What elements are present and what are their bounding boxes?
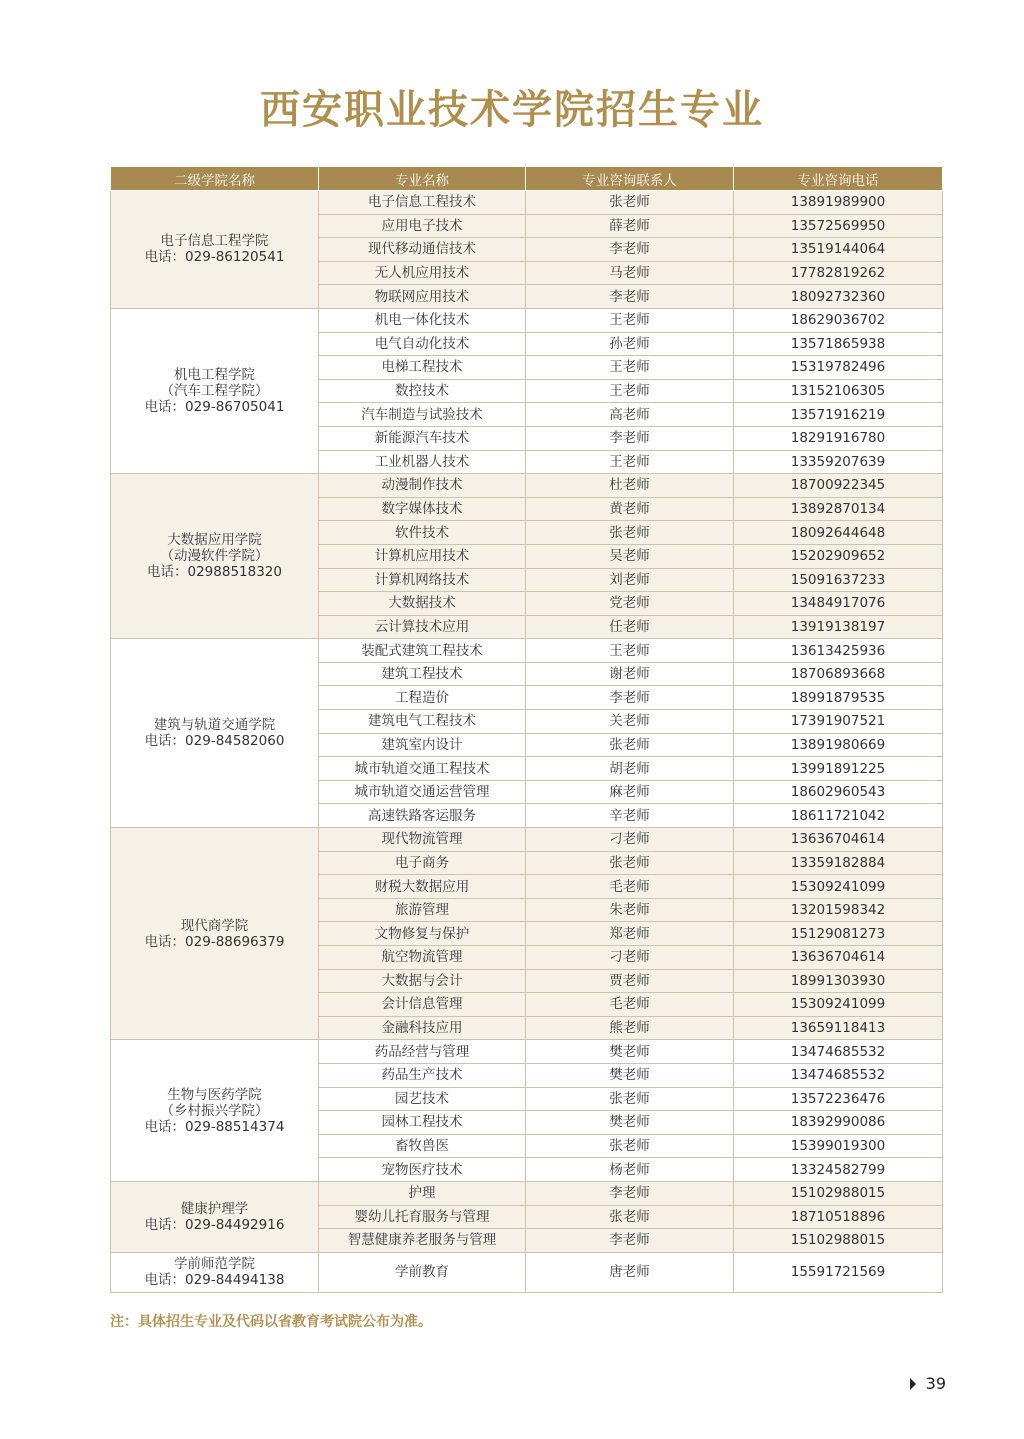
phone-cell: 15102988015 [734, 1181, 943, 1205]
college-cell [111, 1181, 319, 1252]
phone-cell: 18700922345 [734, 474, 943, 498]
major-cell: 航空物流管理 [319, 946, 526, 970]
major-cell: 药品生产技术 [319, 1063, 526, 1087]
phone-cell: 15129081273 [734, 922, 943, 946]
table-row [111, 1252, 943, 1292]
major-cell: 新能源汽车技术 [319, 426, 526, 450]
contact-cell: 王老师 [526, 639, 734, 663]
college-name-line: 现代商学院 [180, 917, 249, 934]
major-cell: 电梯工程技术 [319, 356, 526, 380]
phone-cell: 18991879535 [734, 686, 943, 710]
phone-cell: 13201598342 [734, 898, 943, 922]
college-name-line: 机电工程学院 [174, 367, 255, 384]
college-name-line: 大数据应用学院 [167, 532, 262, 549]
college-phone: 电话：029-88514374 [144, 1118, 285, 1135]
major-cell: 电子商务 [319, 851, 526, 875]
major-cell: 建筑电气工程技术 [319, 710, 526, 734]
major-cell: 财税大数据应用 [319, 875, 526, 899]
college-cell [111, 308, 319, 473]
major-cell: 大数据与会计 [319, 969, 526, 993]
major-cell: 宠物医疗技术 [319, 1158, 526, 1182]
college-cell [111, 639, 319, 828]
contact-cell: 李老师 [526, 686, 734, 710]
majors-table [110, 166, 943, 1293]
major-cell: 金融科技应用 [319, 1016, 526, 1040]
phone-cell: 13636704614 [734, 946, 943, 970]
phone-cell: 13613425936 [734, 639, 943, 663]
major-cell: 电子信息工程技术 [319, 191, 526, 215]
phone-cell: 18706893668 [734, 662, 943, 686]
phone-cell: 15319782496 [734, 356, 943, 380]
page-title: 西安职业技术学院招生专业 [260, 87, 764, 133]
college-cell [111, 828, 319, 1040]
page-number [910, 1374, 946, 1393]
phone-cell: 15591721569 [734, 1252, 943, 1292]
contact-cell: 杜老师 [526, 474, 734, 498]
contact-cell: 麻老师 [526, 780, 734, 804]
contact-cell: 党老师 [526, 592, 734, 616]
table-body [111, 191, 943, 1293]
phone-cell: 13891980669 [734, 733, 943, 757]
major-cell: 建筑室内设计 [319, 733, 526, 757]
major-cell: 云计算技术应用 [319, 615, 526, 639]
contact-cell: 熊老师 [526, 1016, 734, 1040]
phone-cell: 15091637233 [734, 568, 943, 592]
phone-cell: 15202909652 [734, 544, 943, 568]
phone-cell: 15102988015 [734, 1229, 943, 1253]
phone-cell: 15309241099 [734, 993, 943, 1017]
contact-cell: 刁老师 [526, 946, 734, 970]
contact-cell: 张老师 [526, 191, 734, 215]
contact-cell: 唐老师 [526, 1252, 734, 1292]
page-number-text: 39 [925, 1374, 946, 1393]
contact-cell: 薛老师 [526, 214, 734, 238]
major-cell: 数控技术 [319, 379, 526, 403]
major-cell: 旅游管理 [319, 898, 526, 922]
table-row [111, 191, 943, 215]
contact-cell: 吴老师 [526, 544, 734, 568]
contact-cell: 毛老师 [526, 993, 734, 1017]
table-row [111, 828, 943, 852]
contact-cell: 张老师 [526, 1087, 734, 1111]
college-name-line: 生物与医药学院 [167, 1086, 262, 1103]
contact-cell: 贾老师 [526, 969, 734, 993]
college-name-line: （汽车工程学院） [160, 383, 269, 400]
major-cell: 大数据技术 [319, 592, 526, 616]
phone-cell: 13891989900 [734, 191, 943, 215]
college-name-line: （乡村振兴学院） [160, 1102, 269, 1119]
phone-cell: 13892870134 [734, 497, 943, 521]
phone-cell: 17391907521 [734, 710, 943, 734]
phone-cell: 17782819262 [734, 261, 943, 285]
phone-cell: 13659118413 [734, 1016, 943, 1040]
contact-cell: 李老师 [526, 285, 734, 309]
major-cell: 学前教育 [319, 1252, 526, 1292]
major-cell: 电气自动化技术 [319, 332, 526, 356]
page-arrow-icon [910, 1378, 916, 1390]
table-row [111, 1040, 943, 1064]
contact-cell: 马老师 [526, 261, 734, 285]
college-cell [111, 191, 319, 309]
college-phone: 电话：029-84582060 [144, 733, 285, 750]
header-phone: 专业咨询电话 [734, 167, 943, 191]
phone-cell: 18392990086 [734, 1111, 943, 1135]
contact-cell: 关老师 [526, 710, 734, 734]
college-phone: 电话：02988518320 [147, 564, 282, 581]
major-cell: 计算机应用技术 [319, 544, 526, 568]
major-cell: 工程造价 [319, 686, 526, 710]
contact-cell: 高老师 [526, 403, 734, 427]
major-cell: 园林工程技术 [319, 1111, 526, 1135]
phone-cell: 13572236476 [734, 1087, 943, 1111]
contact-cell: 王老师 [526, 308, 734, 332]
major-cell: 护理 [319, 1181, 526, 1205]
phone-cell: 15399019300 [734, 1134, 943, 1158]
phone-cell: 13474685532 [734, 1063, 943, 1087]
major-cell: 物联网应用技术 [319, 285, 526, 309]
table-row [111, 639, 943, 663]
table-header-row [111, 167, 943, 191]
phone-cell: 18291916780 [734, 426, 943, 450]
contact-cell: 杨老师 [526, 1158, 734, 1182]
major-cell: 装配式建筑工程技术 [319, 639, 526, 663]
contact-cell: 刁老师 [526, 828, 734, 852]
major-cell: 会计信息管理 [319, 993, 526, 1017]
contact-cell: 胡老师 [526, 757, 734, 781]
phone-cell: 13636704614 [734, 828, 943, 852]
college-phone: 电话：029-86120541 [144, 249, 285, 266]
phone-cell: 13359207639 [734, 450, 943, 474]
phone-cell: 18092644648 [734, 521, 943, 545]
major-cell: 软件技术 [319, 521, 526, 545]
header-major: 专业名称 [319, 167, 526, 191]
contact-cell: 任老师 [526, 615, 734, 639]
major-cell: 建筑工程技术 [319, 662, 526, 686]
contact-cell: 樊老师 [526, 1040, 734, 1064]
contact-cell: 毛老师 [526, 875, 734, 899]
major-cell: 药品经营与管理 [319, 1040, 526, 1064]
phone-cell: 13324582799 [734, 1158, 943, 1182]
major-cell: 机电一体化技术 [319, 308, 526, 332]
contact-cell: 王老师 [526, 356, 734, 380]
contact-cell: 谢老师 [526, 662, 734, 686]
phone-cell: 18602960543 [734, 780, 943, 804]
major-cell: 园艺技术 [319, 1087, 526, 1111]
table-row [111, 1181, 943, 1205]
major-cell: 智慧健康养老服务与管理 [319, 1229, 526, 1253]
phone-cell: 18611721042 [734, 804, 943, 828]
contact-cell: 王老师 [526, 450, 734, 474]
major-cell: 应用电子技术 [319, 214, 526, 238]
table-row [111, 308, 943, 332]
college-phone: 电话：029-84494138 [144, 1272, 285, 1289]
phone-cell: 18710518896 [734, 1205, 943, 1229]
college-cell [111, 1040, 319, 1182]
contact-cell: 郑老师 [526, 922, 734, 946]
phone-cell: 13474685532 [734, 1040, 943, 1064]
contact-cell: 张老师 [526, 733, 734, 757]
contact-cell: 樊老师 [526, 1063, 734, 1087]
contact-cell: 李老师 [526, 426, 734, 450]
major-cell: 计算机网络技术 [319, 568, 526, 592]
contact-cell: 李老师 [526, 238, 734, 262]
phone-cell: 18991303930 [734, 969, 943, 993]
phone-cell: 13572569950 [734, 214, 943, 238]
footnote: 注：具体招生专业及代码以省教育考试院公布为准。 [110, 1314, 432, 1330]
header-college: 二级学院名称 [111, 167, 319, 191]
major-cell: 婴幼儿托育服务与管理 [319, 1205, 526, 1229]
college-cell [111, 474, 319, 639]
contact-cell: 李老师 [526, 1181, 734, 1205]
contact-cell: 辛老师 [526, 804, 734, 828]
college-phone: 电话：029-86705041 [144, 399, 285, 416]
contact-cell: 王老师 [526, 379, 734, 403]
contact-cell: 朱老师 [526, 898, 734, 922]
phone-cell: 15309241099 [734, 875, 943, 899]
major-cell: 现代物流管理 [319, 828, 526, 852]
college-phone: 电话：029-84492916 [144, 1216, 285, 1233]
major-cell: 城市轨道交通运营管理 [319, 780, 526, 804]
phone-cell: 13519144064 [734, 238, 943, 262]
contact-cell: 樊老师 [526, 1111, 734, 1135]
phone-cell: 18092732360 [734, 285, 943, 309]
major-cell: 动漫制作技术 [319, 474, 526, 498]
phone-cell: 13359182884 [734, 851, 943, 875]
college-name-line: 电子信息工程学院 [160, 233, 269, 250]
phone-cell: 13571916219 [734, 403, 943, 427]
major-cell: 汽车制造与试验技术 [319, 403, 526, 427]
contact-cell: 张老师 [526, 1134, 734, 1158]
college-cell [111, 1252, 319, 1292]
college-phone: 电话：029-88696379 [144, 933, 285, 950]
contact-cell: 张老师 [526, 851, 734, 875]
major-cell: 数字媒体技术 [319, 497, 526, 521]
contact-cell: 李老师 [526, 1229, 734, 1253]
college-name-line: 健康护理学 [180, 1200, 249, 1217]
phone-cell: 13991891225 [734, 757, 943, 781]
contact-cell: 刘老师 [526, 568, 734, 592]
major-cell: 畜牧兽医 [319, 1134, 526, 1158]
phone-cell: 18629036702 [734, 308, 943, 332]
contact-cell: 孙老师 [526, 332, 734, 356]
college-name-line: （动漫软件学院） [160, 548, 269, 565]
table-row [111, 474, 943, 498]
phone-cell: 13484917076 [734, 592, 943, 616]
major-cell: 文物修复与保护 [319, 922, 526, 946]
phone-cell: 13571865938 [734, 332, 943, 356]
phone-cell: 13152106305 [734, 379, 943, 403]
major-cell: 高速铁路客运服务 [319, 804, 526, 828]
major-cell: 工业机器人技术 [319, 450, 526, 474]
college-name-line: 建筑与轨道交通学院 [153, 717, 276, 734]
college-name-line: 学前师范学院 [174, 1256, 255, 1273]
major-cell: 无人机应用技术 [319, 261, 526, 285]
contact-cell: 张老师 [526, 521, 734, 545]
major-cell: 城市轨道交通工程技术 [319, 757, 526, 781]
header-contact: 专业咨询联系人 [526, 167, 734, 191]
major-cell: 现代移动通信技术 [319, 238, 526, 262]
phone-cell: 13919138197 [734, 615, 943, 639]
contact-cell: 张老师 [526, 1205, 734, 1229]
contact-cell: 黄老师 [526, 497, 734, 521]
